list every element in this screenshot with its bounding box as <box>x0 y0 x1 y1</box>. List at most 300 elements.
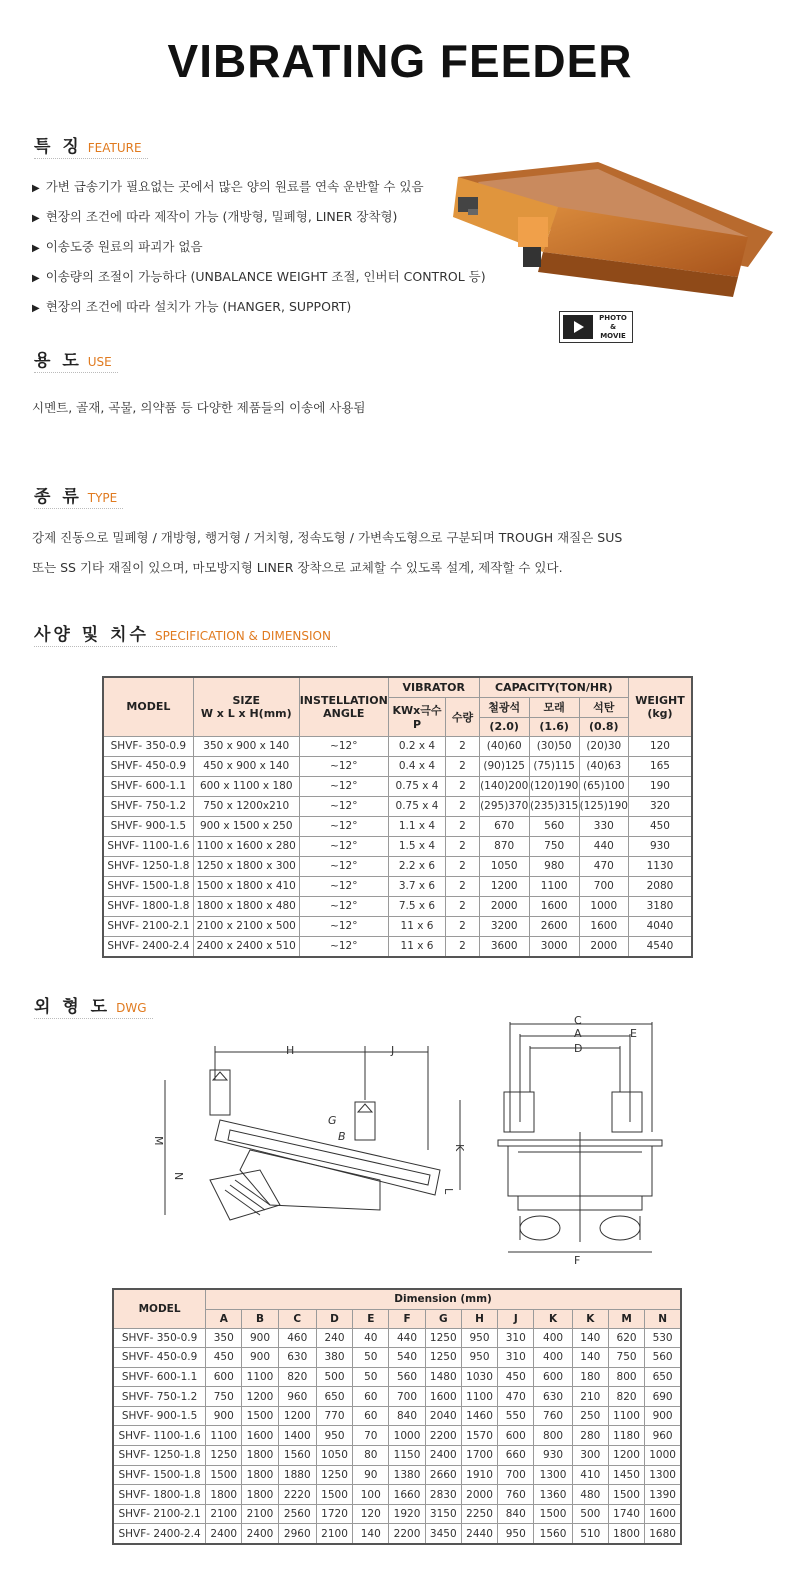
dim-cell: 350 <box>206 1328 242 1348</box>
spec-cell: 2 <box>446 916 480 936</box>
spec-cell: 2.2 x 6 <box>388 856 445 876</box>
dim-cell: 1700 <box>461 1446 497 1466</box>
dim-cell: 380 <box>316 1348 352 1368</box>
spec-row <box>103 776 692 796</box>
dim-col-header: M <box>608 1309 644 1328</box>
spec-cell: ~12° <box>299 796 388 816</box>
dim-cell: 600 <box>206 1367 242 1387</box>
feature-list <box>32 178 486 328</box>
dim-cell: 530 <box>645 1328 681 1348</box>
dim-cell: 460 <box>278 1328 316 1348</box>
spec-col-kw: KWx극수P <box>388 697 445 736</box>
dim-cell: 1030 <box>461 1367 497 1387</box>
dim-cell: 1000 <box>389 1426 425 1446</box>
dim-cell: 120 <box>353 1504 389 1524</box>
dim-cell: 560 <box>645 1348 681 1368</box>
dim-cell: 600 <box>498 1426 534 1446</box>
spec-cell: 2000 <box>479 896 529 916</box>
dwg-heading-en: DWG <box>116 1001 147 1015</box>
dim-cell: 2400 <box>206 1524 242 1544</box>
dim-col-header: C <box>278 1309 316 1328</box>
spec-cell: (90)125 <box>479 756 529 776</box>
use-heading <box>34 346 118 373</box>
bullet-triangle-icon: ▶ <box>32 243 40 254</box>
dim-row <box>113 1504 681 1524</box>
dim-cell: 1740 <box>608 1504 644 1524</box>
use-heading-en: USE <box>87 355 112 369</box>
spec-cell: (140)200 <box>479 776 529 796</box>
dim-cell: 650 <box>316 1387 352 1407</box>
dim-cell: 40 <box>353 1328 389 1348</box>
spec-cell: ~12° <box>299 916 388 936</box>
dim-cell: 900 <box>645 1406 681 1426</box>
dim-cell: 50 <box>353 1367 389 1387</box>
spec-heading-ko: 사양 및 치수 <box>34 625 149 645</box>
dim-cell: 1600 <box>242 1426 278 1446</box>
dim-cell: 450 <box>206 1348 242 1368</box>
dim-row <box>113 1446 681 1466</box>
spec-cell: 750 <box>529 836 579 856</box>
dim-cell: 960 <box>645 1426 681 1446</box>
dim-row <box>113 1328 681 1348</box>
feature-heading-ko: 특 징 <box>34 137 82 157</box>
spec-cell: 2 <box>446 936 480 957</box>
use-heading-ko: 용 도 <box>34 351 82 371</box>
dim-cell: 2830 <box>425 1485 461 1505</box>
spec-cell: 3.7 x 6 <box>388 876 445 896</box>
dim-cell: 280 <box>572 1426 608 1446</box>
dim-cell: 1560 <box>278 1446 316 1466</box>
spec-cell: ~12° <box>299 896 388 916</box>
dim-row <box>113 1426 681 1446</box>
dim-cell: 250 <box>572 1406 608 1426</box>
spec-cell: 1600 <box>529 896 579 916</box>
spec-cell: 3000 <box>529 936 579 957</box>
spec-col-size: SIZE W x L x H(mm) <box>193 677 299 736</box>
spec-cell: 120 <box>628 736 692 756</box>
spec-cell: 1250 x 1800 x 300 <box>193 856 299 876</box>
dim-cell: 1300 <box>534 1465 572 1485</box>
dim-cell: SHVF- 350-0.9 <box>113 1328 206 1348</box>
spec-cell: 0.2 x 4 <box>388 736 445 756</box>
dim-cell: 700 <box>389 1387 425 1407</box>
dim-col-header: N <box>645 1309 681 1328</box>
dim-col-header: K <box>534 1309 572 1328</box>
dim-col-header: F <box>389 1309 425 1328</box>
dim-cell: 1560 <box>534 1524 572 1544</box>
dim-cell: 1380 <box>389 1465 425 1485</box>
spec-cell: SHVF- 350-0.9 <box>103 736 193 756</box>
dim-cell: 1100 <box>461 1387 497 1407</box>
dim-cell: 3450 <box>425 1524 461 1544</box>
dim-cell: 2100 <box>316 1524 352 1544</box>
dim-cell: 2400 <box>242 1524 278 1544</box>
dim-cell: 100 <box>353 1485 389 1505</box>
dim-row <box>113 1524 681 1544</box>
dim-cell: 540 <box>389 1348 425 1368</box>
spec-col-coal: 석탄 <box>579 697 628 717</box>
dim-cell: 400 <box>534 1348 572 1368</box>
spec-cell: SHVF- 1100-1.6 <box>103 836 193 856</box>
dim-cell: 950 <box>316 1426 352 1446</box>
spec-cell: (235)315 <box>529 796 579 816</box>
dim-cell: 300 <box>572 1446 608 1466</box>
spec-cell: 190 <box>628 776 692 796</box>
dim-cell: 1180 <box>608 1426 644 1446</box>
spec-cell: ~12° <box>299 756 388 776</box>
type-heading-ko: 종 류 <box>34 487 82 507</box>
dim-cell: 70 <box>353 1426 389 1446</box>
dim-cell: 1600 <box>645 1504 681 1524</box>
spec-cell: 870 <box>479 836 529 856</box>
spec-col-iron-density: (2.0) <box>479 717 529 736</box>
feature-item-text: 이송량의 조절이 가능하다 (UNBALANCE WEIGHT 조절, 인버터 CONTROL 등) <box>45 269 486 284</box>
dim-cell: 2440 <box>461 1524 497 1544</box>
dim-col-header: B <box>242 1309 278 1328</box>
feature-item-text: 가변 급송기가 필요없는 곳에서 많은 양의 원료를 연속 운반할 수 있음 <box>45 179 424 194</box>
dim-cell: 500 <box>316 1367 352 1387</box>
dim-cell: 310 <box>498 1328 534 1348</box>
dim-cell: 1500 <box>206 1465 242 1485</box>
spec-cell: 165 <box>628 756 692 776</box>
dim-cell: 2200 <box>389 1524 425 1544</box>
dim-cell: 440 <box>389 1328 425 1348</box>
dim-cell: 480 <box>572 1485 608 1505</box>
spec-row <box>103 836 692 856</box>
spec-cell: 1000 <box>579 896 628 916</box>
dim-cell: SHVF- 1500-1.8 <box>113 1465 206 1485</box>
dim-cell: 210 <box>572 1387 608 1407</box>
spec-cell: 670 <box>479 816 529 836</box>
dim-row <box>113 1348 681 1368</box>
spec-cell: ~12° <box>299 936 388 957</box>
spec-cell: 1200 <box>479 876 529 896</box>
dim-cell: 2220 <box>278 1485 316 1505</box>
side-view-drawing <box>150 1040 470 1230</box>
dim-cell: 140 <box>353 1524 389 1544</box>
spec-cell: 0.75 x 4 <box>388 796 445 816</box>
dim-label-h: H <box>286 1044 295 1057</box>
dim-cell: 1500 <box>608 1485 644 1505</box>
dim-cell: 2960 <box>278 1524 316 1544</box>
dim-cell: SHVF- 2100-2.1 <box>113 1504 206 1524</box>
dim-cell: 760 <box>534 1406 572 1426</box>
dim-label-d: D <box>574 1042 583 1055</box>
spec-cell: 2 <box>446 836 480 856</box>
dim-cell: 1100 <box>242 1367 278 1387</box>
dim-cell: 800 <box>534 1426 572 1446</box>
dim-cell: 950 <box>498 1524 534 1544</box>
dim-cell: 180 <box>572 1367 608 1387</box>
dim-cell: 2250 <box>461 1504 497 1524</box>
spec-cell: ~12° <box>299 856 388 876</box>
dim-col-header: K <box>572 1309 608 1328</box>
dim-label-l: L <box>442 1188 455 1195</box>
dim-label-n: N <box>172 1172 185 1181</box>
spec-cell: 330 <box>579 816 628 836</box>
spec-cell: SHVF- 900-1.5 <box>103 816 193 836</box>
dim-row <box>113 1406 681 1426</box>
dim-col-header: E <box>353 1309 389 1328</box>
dim-cell: 1400 <box>278 1426 316 1446</box>
spec-cell: 2100 x 2100 x 500 <box>193 916 299 936</box>
feature-item <box>32 298 486 328</box>
dim-cell: 470 <box>498 1387 534 1407</box>
dim-cell: 1910 <box>461 1465 497 1485</box>
feature-item <box>32 178 486 208</box>
dim-cell: 1800 <box>242 1485 278 1505</box>
spec-row <box>103 936 692 957</box>
dim-cell: SHVF- 900-1.5 <box>113 1406 206 1426</box>
dim-cell: 1200 <box>242 1387 278 1407</box>
spec-cell: 2 <box>446 776 480 796</box>
spec-row <box>103 756 692 776</box>
spec-cell: 2400 x 2400 x 510 <box>193 936 299 957</box>
feature-item-text: 현장의 조건에 따라 설치가 가능 (HANGER, SUPPORT) <box>45 299 352 314</box>
dwg-heading-ko: 외 형 도 <box>34 997 111 1017</box>
dim-cell: 900 <box>242 1328 278 1348</box>
dim-cell: 450 <box>498 1367 534 1387</box>
dim-cell: 930 <box>534 1446 572 1466</box>
spec-row <box>103 856 692 876</box>
spec-cell: 2 <box>446 736 480 756</box>
dim-cell: 2560 <box>278 1504 316 1524</box>
spec-cell: (40)60 <box>479 736 529 756</box>
spec-cell: SHVF- 2100-2.1 <box>103 916 193 936</box>
dim-label-b: B <box>338 1130 346 1143</box>
type-heading-en: TYPE <box>87 491 118 505</box>
spec-cell: 450 <box>628 816 692 836</box>
dim-cell: SHVF- 750-1.2 <box>113 1387 206 1407</box>
dim-cell: 840 <box>389 1406 425 1426</box>
spec-cell: 1.1 x 4 <box>388 816 445 836</box>
spec-col-qty: 수량 <box>446 697 480 736</box>
dim-cell: 1360 <box>534 1485 572 1505</box>
dim-cell: 950 <box>461 1348 497 1368</box>
dim-cell: SHVF- 450-0.9 <box>113 1348 206 1368</box>
dim-cell: 760 <box>498 1485 534 1505</box>
feature-item-text: 현장의 조건에 따라 제작이 가능 (개방형, 밀폐형, LINER 장착형) <box>45 209 398 224</box>
dim-cell: 1150 <box>389 1446 425 1466</box>
dim-cell: 1300 <box>645 1465 681 1485</box>
dim-cell: 1200 <box>278 1406 316 1426</box>
type-heading <box>34 482 123 509</box>
spec-col-sand: 모래 <box>529 697 579 717</box>
type-text-line1: 강제 진동으로 밀폐형 / 개방형, 행거형 / 거치형, 정속도형 / 가변속도형으로 구분되며 TROUGH 재질은 SUS <box>32 530 623 545</box>
spec-cell: 0.4 x 4 <box>388 756 445 776</box>
spec-row <box>103 796 692 816</box>
spec-cell: 0.75 x 4 <box>388 776 445 796</box>
spec-col-capacity: CAPACITY(TON/HR) <box>479 677 628 697</box>
dim-cell: SHVF- 1100-1.6 <box>113 1426 206 1446</box>
dim-cell: 820 <box>278 1367 316 1387</box>
dim-cell: 950 <box>461 1328 497 1348</box>
spec-cell: ~12° <box>299 776 388 796</box>
spec-cell: (75)115 <box>529 756 579 776</box>
dim-cell: 1500 <box>534 1504 572 1524</box>
dim-col-title: Dimension (mm) <box>206 1289 681 1309</box>
spec-heading <box>34 620 337 647</box>
spec-cell: SHVF- 1500-1.8 <box>103 876 193 896</box>
dim-cell: 630 <box>278 1348 316 1368</box>
spec-cell: 1130 <box>628 856 692 876</box>
dim-cell: SHVF- 600-1.1 <box>113 1367 206 1387</box>
dim-row <box>113 1485 681 1505</box>
photo-movie-label: PHOTO & MOVIE <box>599 314 627 340</box>
spec-cell: 1800 x 1800 x 480 <box>193 896 299 916</box>
spec-cell: 450 x 900 x 140 <box>193 756 299 776</box>
dim-cell: 2660 <box>425 1465 461 1485</box>
dim-cell: 2100 <box>242 1504 278 1524</box>
spec-cell: SHVF- 1250-1.8 <box>103 856 193 876</box>
spec-cell: 3200 <box>479 916 529 936</box>
dim-cell: 1250 <box>425 1328 461 1348</box>
spec-row <box>103 896 692 916</box>
dim-cell: 1920 <box>389 1504 425 1524</box>
dim-col-model: MODEL <box>113 1289 206 1328</box>
dim-cell: 500 <box>572 1504 608 1524</box>
spec-cell: 930 <box>628 836 692 856</box>
dim-cell: 1000 <box>645 1446 681 1466</box>
dim-cell: 770 <box>316 1406 352 1426</box>
spec-cell: 320 <box>628 796 692 816</box>
dim-label-f: F <box>574 1254 581 1267</box>
dim-label-e: E <box>630 1027 637 1040</box>
dim-label-m: M <box>152 1136 165 1146</box>
dim-cell: 50 <box>353 1348 389 1368</box>
bullet-triangle-icon: ▶ <box>32 213 40 224</box>
use-text: 시멘트, 골재, 곡물, 의약품 등 다양한 제품들의 이송에 사용됨 <box>32 400 366 415</box>
feature-item <box>32 238 486 268</box>
spec-cell: 1100 x 1600 x 280 <box>193 836 299 856</box>
spec-cell: 2080 <box>628 876 692 896</box>
spec-cell: 1600 <box>579 916 628 936</box>
vibrating-feeder-photo <box>448 157 778 302</box>
dim-cell: 1800 <box>242 1465 278 1485</box>
dim-cell: 2040 <box>425 1406 461 1426</box>
dim-col-header: H <box>461 1309 497 1328</box>
dim-cell: 60 <box>353 1406 389 1426</box>
spec-cell: 980 <box>529 856 579 876</box>
spec-cell: (30)50 <box>529 736 579 756</box>
spec-cell: ~12° <box>299 876 388 896</box>
spec-cell: ~12° <box>299 816 388 836</box>
dim-cell: SHVF- 1800-1.8 <box>113 1485 206 1505</box>
spec-cell: SHVF- 750-1.2 <box>103 796 193 816</box>
dim-cell: 1570 <box>461 1426 497 1446</box>
spec-row <box>103 876 692 896</box>
dim-label-g: G <box>328 1114 337 1127</box>
spec-cell: 2 <box>446 856 480 876</box>
spec-cell: (120)190 <box>529 776 579 796</box>
dim-cell: 1880 <box>278 1465 316 1485</box>
feature-heading-en: FEATURE <box>87 141 142 155</box>
dim-col-header: A <box>206 1309 242 1328</box>
dim-cell: 1250 <box>206 1446 242 1466</box>
dim-cell: 2000 <box>461 1485 497 1505</box>
dwg-heading <box>34 992 153 1019</box>
dim-cell: 1250 <box>316 1465 352 1485</box>
spec-cell: SHVF- 1800-1.8 <box>103 896 193 916</box>
spec-cell: 2 <box>446 896 480 916</box>
dim-cell: 410 <box>572 1465 608 1485</box>
dim-cell: 400 <box>534 1328 572 1348</box>
dim-cell: 620 <box>608 1328 644 1348</box>
page-title: VIBRATING FEEDER <box>167 35 633 87</box>
spec-cell: (295)370 <box>479 796 529 816</box>
spec-cell: 11 x 6 <box>388 916 445 936</box>
dim-cell: 2200 <box>425 1426 461 1446</box>
dim-cell: 310 <box>498 1348 534 1368</box>
dim-cell: 2400 <box>425 1446 461 1466</box>
spec-cell: 2 <box>446 876 480 896</box>
dim-cell: 240 <box>316 1328 352 1348</box>
dim-cell: 140 <box>572 1328 608 1348</box>
photo-movie-button[interactable] <box>559 311 633 343</box>
spec-col-sand-density: (1.6) <box>529 717 579 736</box>
spec-col-coal-density: (0.8) <box>579 717 628 736</box>
spec-col-iron: 철광석 <box>479 697 529 717</box>
dim-row <box>113 1387 681 1407</box>
dim-label-k: K <box>453 1144 466 1152</box>
spec-cell: (125)190 <box>579 796 628 816</box>
dim-cell: 1600 <box>425 1387 461 1407</box>
spec-col-vibrator: VIBRATOR <box>388 677 479 697</box>
dim-cell: 750 <box>206 1387 242 1407</box>
spec-cell: 11 x 6 <box>388 936 445 957</box>
spec-cell: 4540 <box>628 936 692 957</box>
spec-cell: 3600 <box>479 936 529 957</box>
dim-cell: 1660 <box>389 1485 425 1505</box>
spec-cell: 750 x 1200x210 <box>193 796 299 816</box>
dim-cell: 800 <box>608 1367 644 1387</box>
front-view-drawing <box>490 1012 670 1272</box>
dim-cell: 750 <box>608 1348 644 1368</box>
feature-item-text: 이송도중 원료의 파괴가 없음 <box>45 239 203 254</box>
dim-cell: 650 <box>645 1367 681 1387</box>
spec-cell: ~12° <box>299 836 388 856</box>
dim-cell: SHVF- 2400-2.4 <box>113 1524 206 1544</box>
dim-cell: 700 <box>498 1465 534 1485</box>
spec-col-weight: WEIGHT (kg) <box>628 677 692 736</box>
dim-cell: 840 <box>498 1504 534 1524</box>
dim-col-header: J <box>498 1309 534 1328</box>
spec-cell: 1100 <box>529 876 579 896</box>
spec-cell: 3180 <box>628 896 692 916</box>
spec-cell: SHVF- 450-0.9 <box>103 756 193 776</box>
spec-cell: (65)100 <box>579 776 628 796</box>
spec-col-model: MODEL <box>103 677 193 736</box>
dim-label-c: C <box>574 1014 582 1027</box>
dim-cell: 1390 <box>645 1485 681 1505</box>
spec-cell: 1050 <box>479 856 529 876</box>
dim-cell: 1100 <box>608 1406 644 1426</box>
spec-cell: 560 <box>529 816 579 836</box>
dim-cell: 900 <box>242 1348 278 1368</box>
dim-cell: 80 <box>353 1446 389 1466</box>
dim-cell: 2100 <box>206 1504 242 1524</box>
spec-col-angle: INSTELLATION ANGLE <box>299 677 388 736</box>
dim-cell: 1800 <box>242 1446 278 1466</box>
dim-cell: 690 <box>645 1387 681 1407</box>
specification-table <box>102 676 693 958</box>
spec-cell: 2600 <box>529 916 579 936</box>
dim-cell: 1480 <box>425 1367 461 1387</box>
spec-cell: (20)30 <box>579 736 628 756</box>
spec-row <box>103 816 692 836</box>
bullet-triangle-icon: ▶ <box>32 273 40 284</box>
bullet-triangle-icon: ▶ <box>32 303 40 314</box>
